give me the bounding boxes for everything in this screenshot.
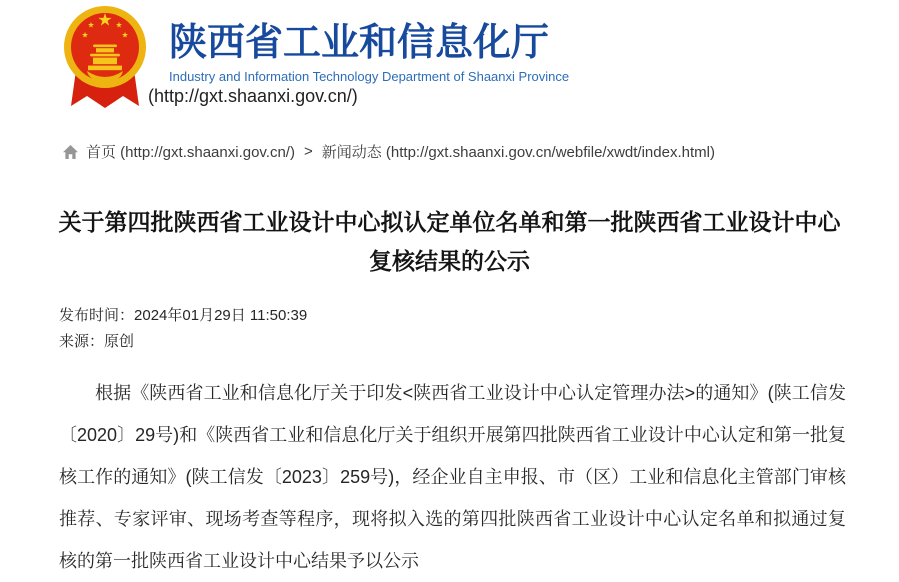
publish-time-value: 2024年01月29日 11:50:39	[134, 307, 308, 324]
publish-time-label: 发布时间：	[59, 307, 135, 324]
source-label: 来源：	[59, 333, 105, 350]
site-url: (http://gxt.shaanxi.gov.cn/)	[148, 86, 358, 106]
breadcrumb-news-link[interactable]: 新闻动态 (http://gxt.shaanxi.gov.cn/webfile/xwdt/index.html)	[321, 144, 715, 161]
source-line	[59, 329, 307, 355]
breadcrumb-separator: >	[303, 143, 313, 160]
breadcrumb	[62, 141, 715, 162]
site-header	[0, 0, 899, 125]
breadcrumb-home-link[interactable]: 首页 (http://gxt.shaanxi.gov.cn/)	[86, 144, 295, 161]
article-meta	[59, 303, 307, 355]
article-paragraph: 根据《陕西省工业和信息化厅关于印发<陕西省工业设计中心认定管理办法>的通知》(陕工信发〔2020〕29号)和《陕西省工业和信息化厅关于组织开展第四批陕西省工业设计中心认定和第一批复核工作的通知》(陕工信发〔2023〕259号)，经企业自主申报、市（区）工业和信息化主管部门审核推荐、专家评审、现场考查等程序，现将拟入选的第四批陕西省工业设计中心认定名单和拟通过复核的第一批陕西省工业设计中心结果予以公示	[59, 383, 846, 571]
home-icon	[62, 144, 79, 160]
china-national-emblem-icon[interactable]	[63, 3, 147, 113]
site-title: 陕西省工业和信息化厅	[169, 22, 550, 64]
publish-time-line	[59, 303, 307, 329]
site-subtitle-en: Industry and Information Technology Department of Shaanxi Province	[169, 69, 570, 84]
source-value: 原创	[104, 333, 135, 350]
article-title: 关于第四批陕西省工业设计中心拟认定单位名单和第一批陕西省工业设计中心复核结果的公示	[58, 209, 841, 274]
